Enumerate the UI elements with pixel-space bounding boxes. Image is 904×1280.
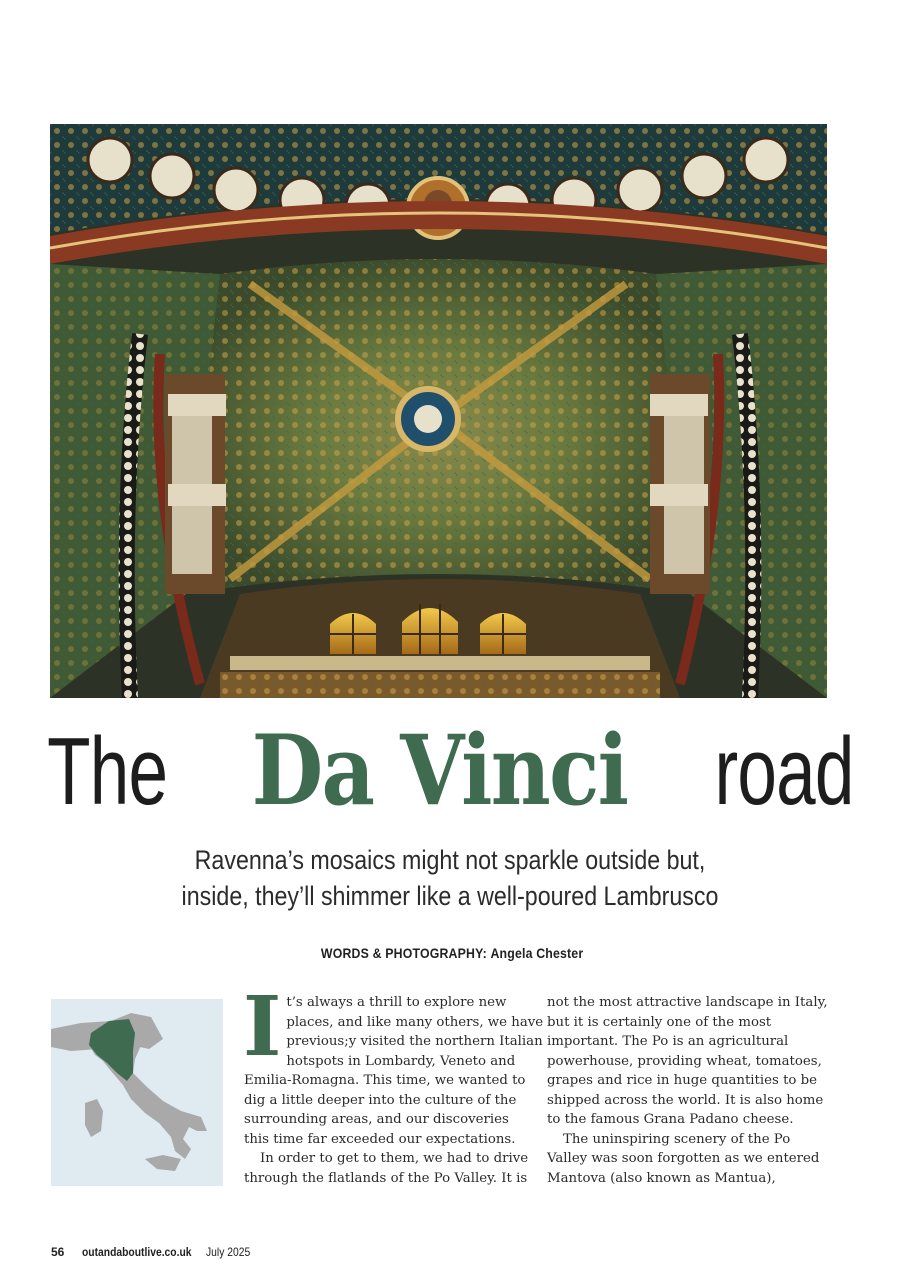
headline <box>0 716 904 827</box>
body-line: previous;y visited the northern Italian <box>286 1034 543 1049</box>
byline-label: WORDS & PHOTOGRAPHY: <box>320 945 487 961</box>
drop-cap: I <box>243 979 282 1075</box>
body-line: hotspots in Lombardy, Veneto and <box>286 1053 516 1069</box>
article-column-1 <box>243 979 544 1188</box>
issue-date: July 2025 <box>206 1245 251 1259</box>
body-line: through the flatlands of the Po Valley. It is <box>244 1170 528 1186</box>
body-line: dig a little deeper into the culture of the <box>244 1092 517 1108</box>
body-line: The uninspiring scenery of the Po <box>563 1131 791 1147</box>
body-line: not the most attractive landscape in Italy, <box>547 995 828 1010</box>
mosaic-ceiling-image <box>50 124 827 698</box>
body-line: this time far exceeded our expectations. <box>244 1131 516 1147</box>
body-line: t’s always a thrill to explore new <box>286 995 507 1010</box>
body-line: Mantova (also known as Mantua), <box>547 1170 776 1186</box>
byline-author: Angela Chester <box>490 945 584 961</box>
body-line: to the famous Grana Padano cheese. <box>547 1112 794 1127</box>
headline-accent: Da Vinci <box>251 714 627 827</box>
page-footer <box>51 1244 258 1260</box>
italy-map <box>51 999 223 1186</box>
byline <box>0 943 904 963</box>
body-line: grapes and rice in huge quantities to be <box>547 1073 818 1088</box>
standfirst-line: inside, they’ll shimmer like a well-poured Lambrusco <box>181 881 719 911</box>
body-line: important. The Po is an agricultural <box>547 1034 789 1049</box>
body-line: powerhouse, providing wheat, tomatoes, <box>547 1053 822 1069</box>
headline-word-road: road <box>714 718 854 825</box>
body-line: but it is certainly one of the most <box>547 1014 772 1030</box>
italy-map-graphic <box>51 999 223 1186</box>
body-line: In order to get to them, we had to drive <box>260 1151 529 1166</box>
body-line: Valley was soon forgotten as we entered <box>547 1151 820 1166</box>
hero-photo <box>50 124 827 698</box>
body-line: places, and like many others, we have <box>286 1014 544 1030</box>
site-link[interactable]: outandaboutlive.co.uk <box>81 1245 192 1259</box>
body-line: shipped across the world. It is also home <box>547 1092 824 1108</box>
article-column-2 <box>547 993 837 1188</box>
body-line: Emilia-Romagna. This time, we wanted to <box>244 1073 526 1088</box>
body-line: surrounding areas, and our discoveries <box>244 1112 509 1127</box>
standfirst <box>100 842 800 914</box>
headline-word-the: The <box>46 718 168 825</box>
page-number: 56 <box>51 1245 65 1259</box>
standfirst-line: Ravenna’s mosaics might not sparkle outside but, <box>194 845 706 875</box>
